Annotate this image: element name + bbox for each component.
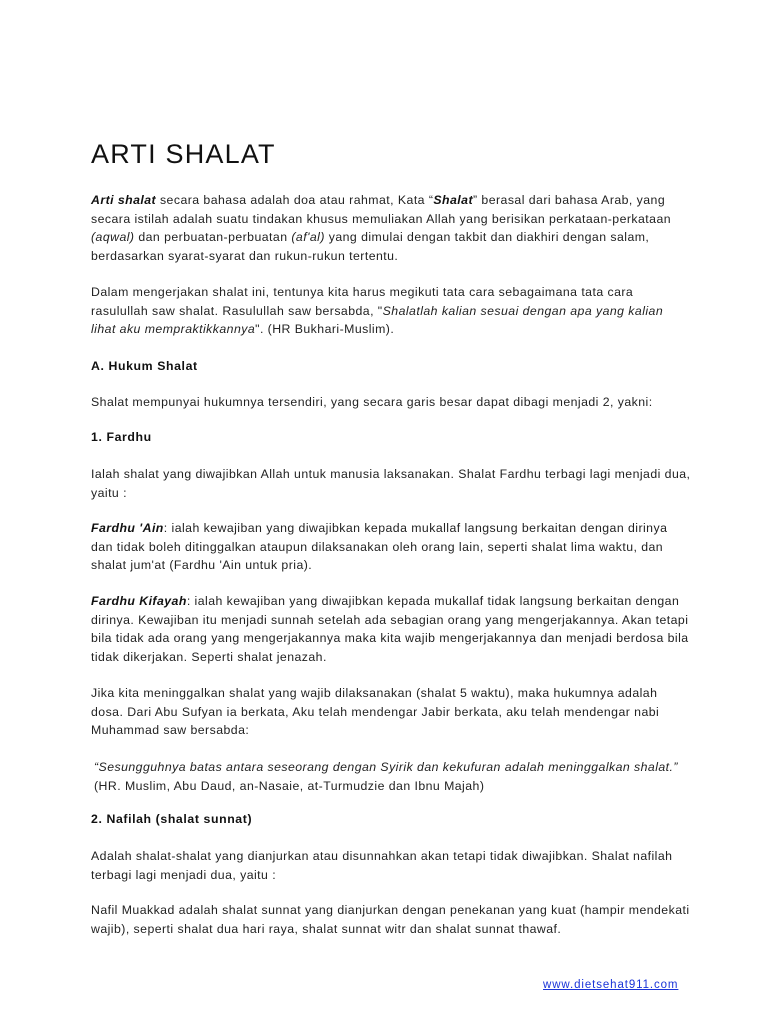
paragraph-fardhu-kifayah: Fardhu Kifayah: ialah kewajiban yang diwajibkan kepada mukallaf tidak langsung berkaitan dengan dirinya. Kewajiban itu menjadi sunnah setelah ada sebagian orang yang mengerjakannya. Akan tetapi bila tidak ada orang yang mengerjakannya maka kita wajib mengerjakannya dan menjadi berdosa bila tidak dikerjakan. Seperti shalat jenazah. [91, 594, 689, 664]
page-title: ARTI SHALAT [91, 139, 276, 169]
paragraph-nafil-muakkad: Nafil Muakkad adalah shalat sunnat yang dianjurkan dengan penekanan yang kuat (hampir mendekati wajib), seperti shalat dua hari raya, shalat sunnat witr dan shalat sunnat thawaf. [91, 903, 690, 936]
term-fardhu-ain: Fardhu 'Ain [91, 521, 164, 535]
term-afal: (af'al) [291, 230, 325, 245]
paragraph-tata-cara: Dalam mengerjakan shalat ini, tentunya kita harus megikuti tata cara sebagaimana tata cara rasulullah saw shalat. Rasulullah saw bersabda, "Shalatlah kalian sesuai dengan apa yang kalian lihat aku mempraktikkannya". (HR Bukhari-Muslim). [91, 285, 664, 337]
paragraph-meninggalkan-shalat: Jika kita meninggalkan shalat yang wajib dilaksanakan (shalat 5 waktu), maka hukumnya adalah dosa. Dari Abu Sufyan ia berkata, Aku telah mendengar Jabir berkata, aku telah mendengar nabi Muhammad saw bersabda: [91, 686, 660, 738]
paragraph-nafilah-intro: Adalah shalat-shalat yang dianjurkan atau disunnahkan akan tetapi tidak diwajibkan. Shalat nafilah terbagi lagi menjadi dua, yaitu : [91, 849, 673, 882]
paragraph-fardhu-intro: Ialah shalat yang diwajibkan Allah untuk manusia laksanakan. Shalat Fardhu terbagi lagi menjadi dua, yaitu : [91, 467, 691, 500]
section-heading-nafilah: 2. Nafilah (shalat sunnat) [91, 812, 253, 826]
term-arti-shalat: Arti shalat [91, 193, 157, 207]
paragraph-hukum-intro: Shalat mempunyai hukumnya tersendiri, yang secara garis besar dapat dibagi menjadi 2, yakni: [91, 395, 653, 409]
paragraph-fardhu-ain: Fardhu 'Ain: ialah kewajiban yang diwajibkan kepada mukallaf langsung berkaitan dengan dirinya dan tidak boleh ditinggalkan ataupun dilaksanakan oleh orang lain, seperti shalat lima waktu, dan shalat jum'at (Fardhu 'Ain untuk pria). [91, 521, 668, 573]
footer-website-link[interactable]: www.dietsehat911.com [543, 979, 679, 991]
term-aqwal: (aqwal) [91, 230, 135, 245]
term-shalat: Shalat [433, 193, 473, 207]
term-fardhu-kifayah: Fardhu Kifayah [91, 594, 187, 608]
paragraph-definition: Arti shalat secara bahasa adalah doa atau rahmat, Kata “Shalat” berasal dari bahasa Arab, yang secara istilah adalah suatu tindakan khusus memuliakan Allah yang berisikan perkataan-perkataan (aqwal) dan perbuatan-perbuatan (af'al) yang dimulai dengan takbit dan diakhiri dengan salam, berdasarkan syarat-syarat dan rukun-rukun tertentu. [91, 193, 672, 263]
hadith-quote: Shalatlah kalian sesuai dengan apa yang kalian lihat aku mempraktikkannya [91, 303, 664, 337]
section-heading-fardhu: 1. Fardhu [91, 430, 152, 444]
section-heading-hukum-shalat: A. Hukum Shalat [91, 359, 198, 373]
paragraph-hadith-syirik: “Sesungguhnya batas antara seseorang dengan Syirik dan kekufuran adalah meninggalkan shalat.” (HR. Muslim, Abu Daud, an-Nasaie, at-Turmudzie dan Ibnu Majah) [94, 760, 678, 793]
hadith-quote-syirik: “Sesungguhnya batas antara seseorang dengan Syirik dan kekufuran adalah meninggalkan shalat.” [94, 760, 678, 774]
